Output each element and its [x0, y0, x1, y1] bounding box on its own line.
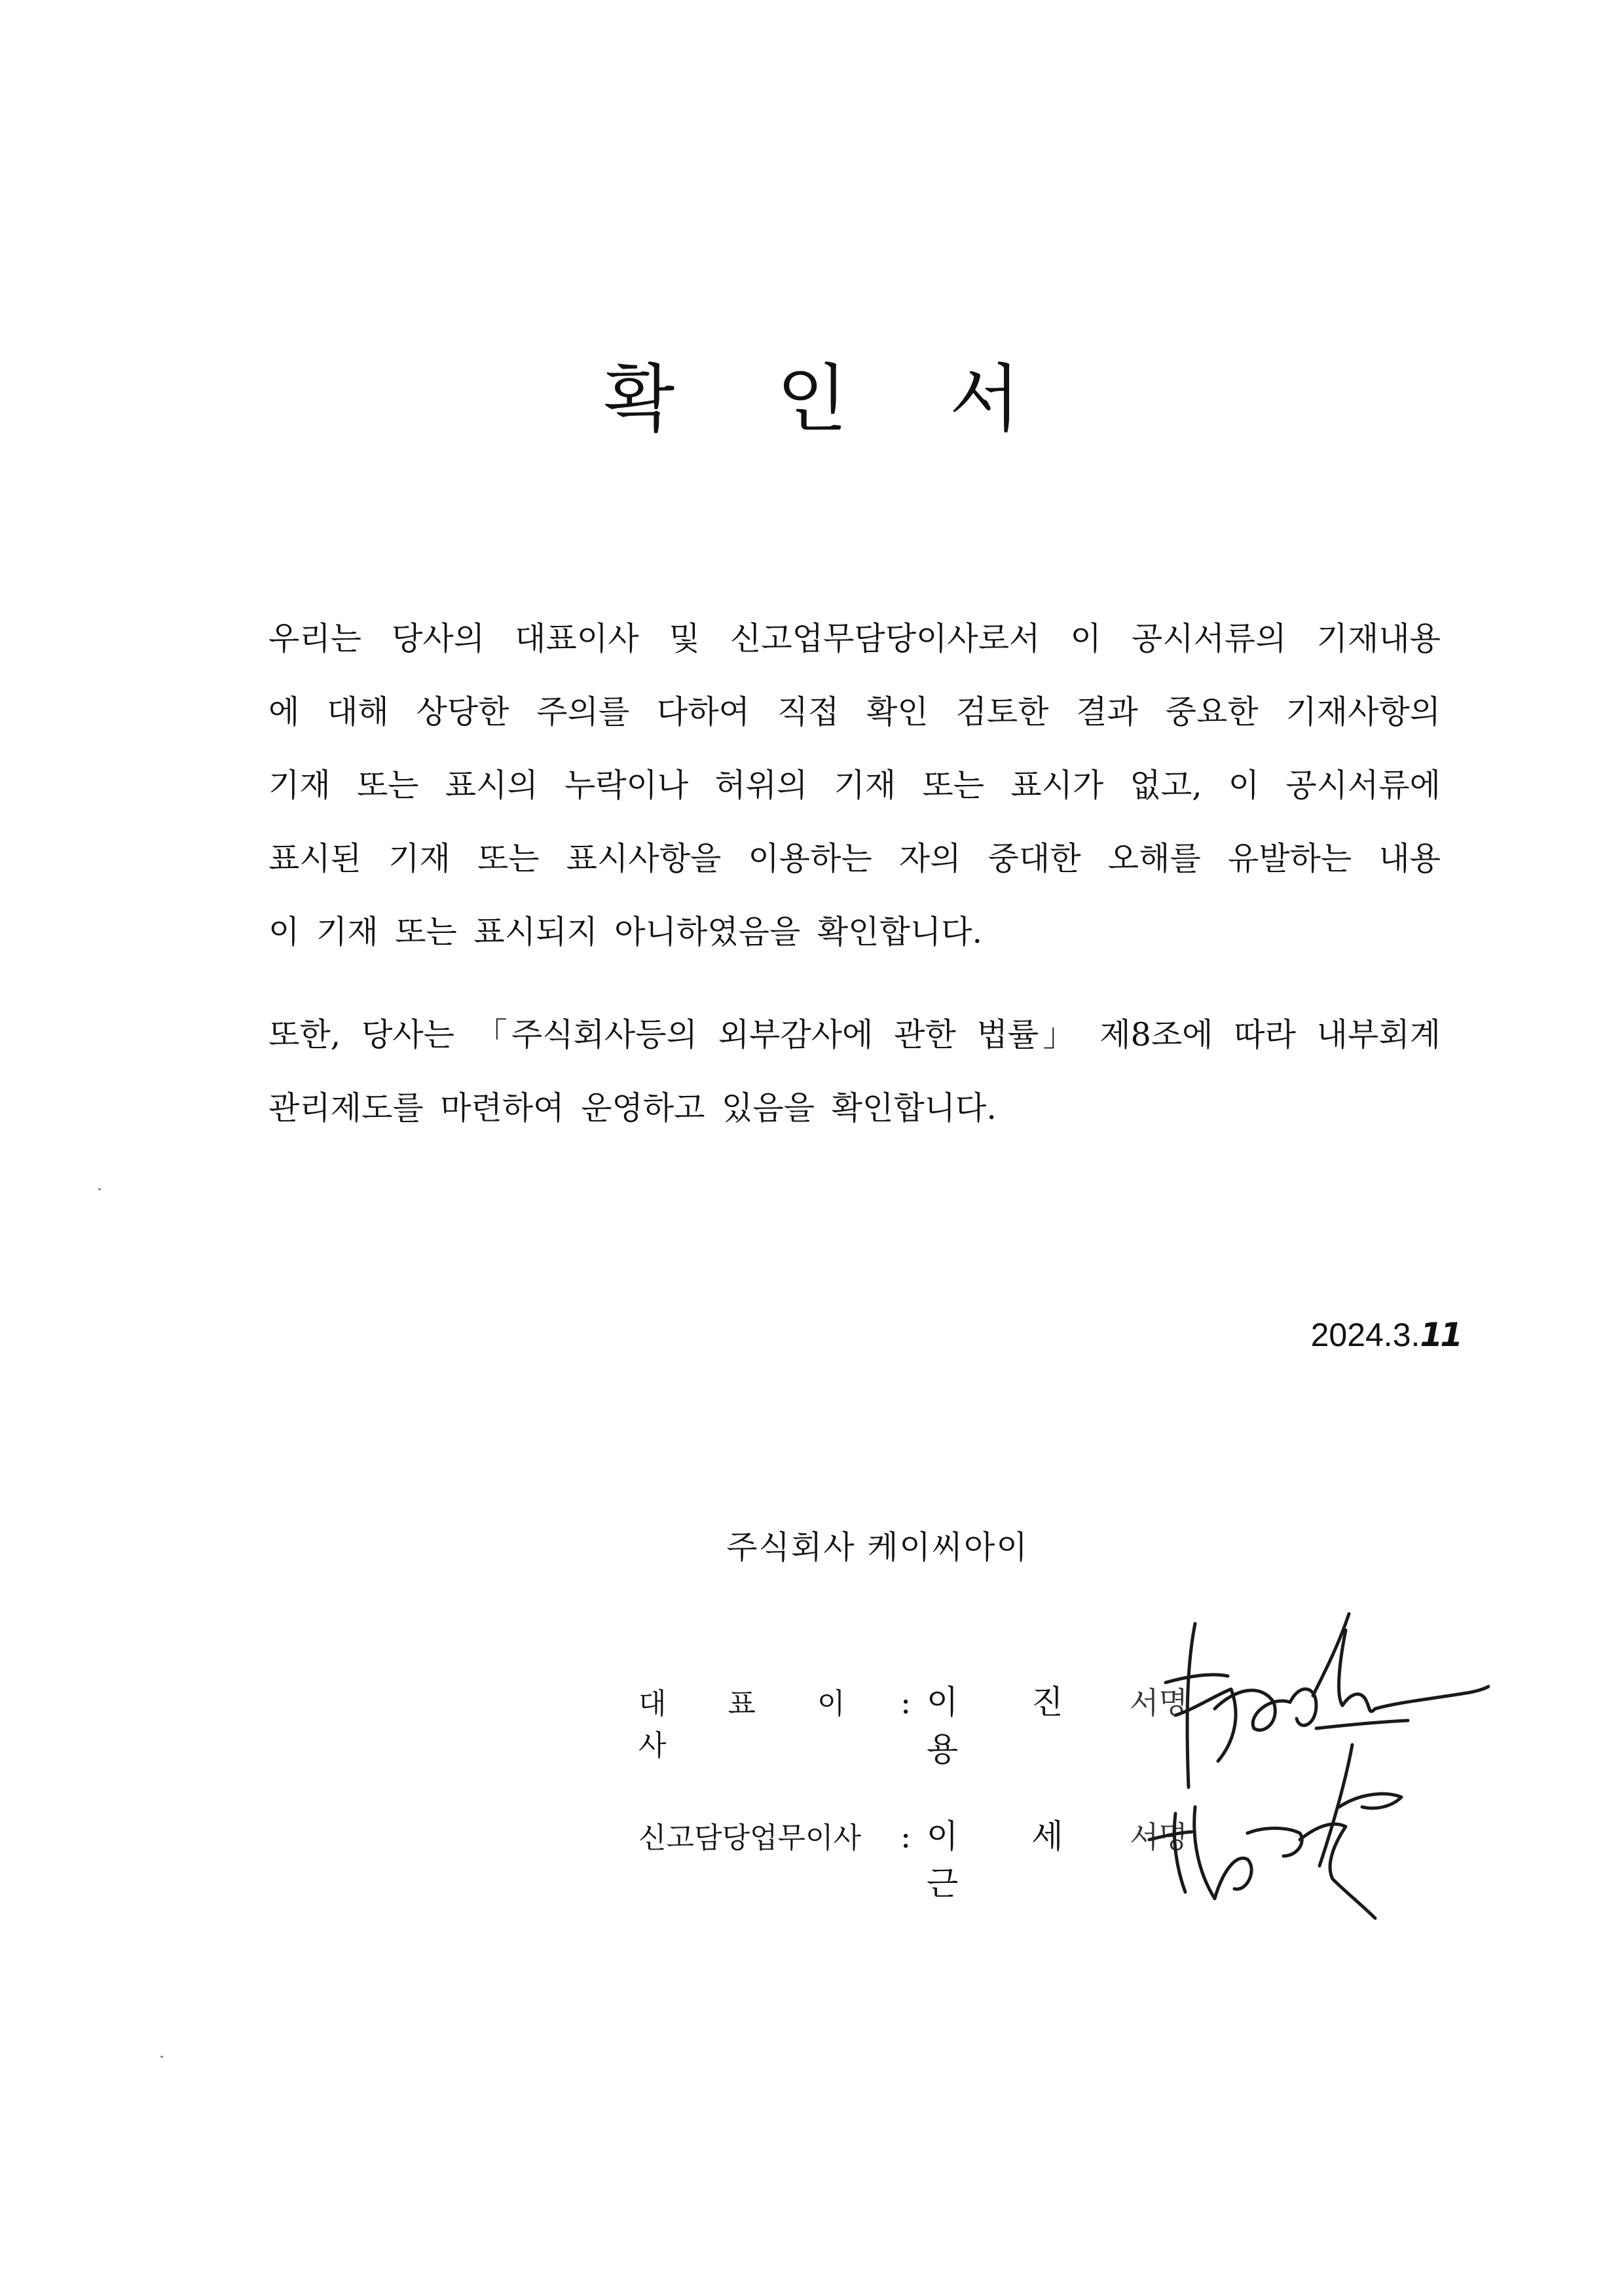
paragraph-line: 이 기재 또는 표시되지 아니하였음을 확인합니다.	[268, 913, 983, 951]
scan-speck	[98, 1188, 101, 1190]
handwritten-signature-ceo	[1149, 1611, 1490, 1800]
paragraph-line: 또한, 당사는 「주식회사등의 외부감사에 관한 법률」 제8조에 따라 내부회계	[268, 1016, 1441, 1053]
document-title: 확 인 서	[604, 357, 1060, 442]
signature-label: 서명	[1130, 1685, 1188, 1721]
signatory-row-ceo	[638, 1676, 1188, 1770]
signatory-colon: :	[900, 1685, 912, 1721]
signatory-name: 이 세 근	[927, 1817, 1095, 1903]
date-handwritten-day: 11	[1420, 1316, 1460, 1354]
paragraph-line: 표시된 기재 또는 표시사항을 이용하는 자의 중대한 오해를 유발하는 내용	[268, 840, 1441, 877]
paragraph-line: 기재 또는 표시의 누락이나 허위의 기재 또는 표시가 없고, 이 공시서류에	[268, 767, 1441, 804]
paragraph-line: 관리제도를 마련하여 운영하고 있음을 확인합니다.	[268, 1089, 997, 1127]
paragraph-line: 에 대해 상당한 주의를 다하여 직접 확인 검토한 결과 중요한 기재사항의	[268, 693, 1441, 731]
document-date	[1311, 1316, 1460, 1354]
signatory-colon: :	[900, 1819, 912, 1855]
scan-speck	[160, 2056, 163, 2058]
internal-control-paragraph	[268, 998, 1441, 1145]
signatory-name: 이 진 용	[927, 1683, 1095, 1768]
signatory-role: 대 표 이 사	[638, 1687, 872, 1762]
date-printed: 2024.3.	[1310, 1317, 1420, 1353]
company-name: 주식회사 케이씨아이	[726, 1529, 1029, 1566]
signatory-row-disclosure-officer	[638, 1810, 1188, 1904]
signature-label: 서명	[1130, 1819, 1188, 1855]
paragraph-line: 우리는 당사의 대표이사 및 신고업무담당이사로서 이 공시서류의 기재내용	[268, 620, 1441, 657]
confirmation-paragraph	[268, 602, 1441, 969]
signatory-role: 신고담당업무이사	[638, 1821, 862, 1855]
